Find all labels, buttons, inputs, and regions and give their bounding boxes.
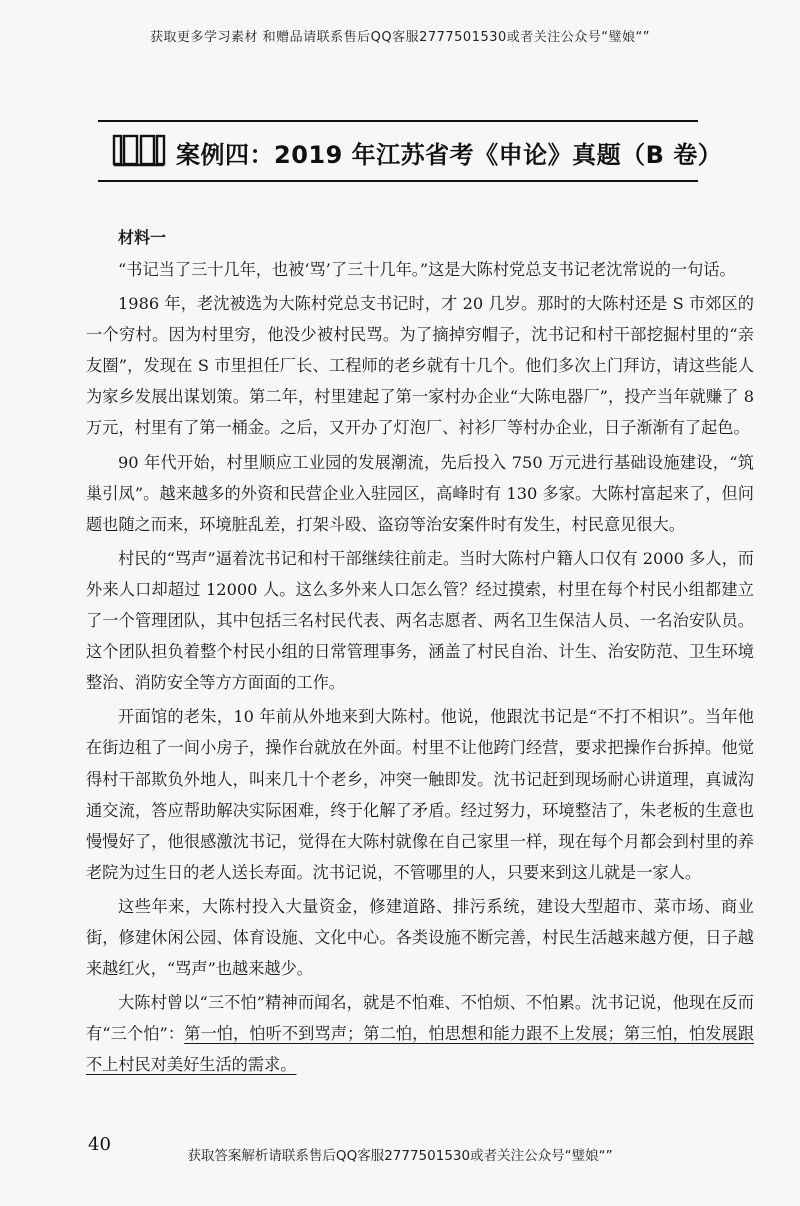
paragraph-7 [86, 987, 754, 1080]
chapter-title-bar [112, 132, 723, 172]
document-body [86, 222, 754, 1083]
chapter-title: 案例四：2019 年江苏省考《申论》真题（B 卷） [176, 140, 723, 169]
paragraph-3: 90 年代开始，村里顺应工业园的发展潮流，先后投入 750 万元进行基础设施建设，“筑巢引凤”。越来越多的外资和民营企业入驻园区，高峰时有 130 多家。大陈村富起来了，但问题也随之而来，环境脏乱差，打架斗殴、盗窃等治安案件时有发生，村民意见很大。 [86, 452, 754, 534]
paragraph-5: 开面馆的老朱，10 年前从外地来到大陈村。他说，他跟沈书记是“不打不相识”。当年他在街边租了一间小房子，操作台就放在外面。村里不让他跨门经营，要求把操作台拆掉。他觉得村干部欺负外地人，叫来几十个老乡，冲突一触即发。沈书记赶到现场耐心讲道理，真诚沟通交流，答应帮助解决实际困难，终于化解了矛盾。经过努力，环境整洁了，朱老板的生意也慢慢好了，他很感激沈书记，觉得在大陈村就像在自己家里一样，现在每个月都会到村里的养老院为过生日的老人送长寿面。沈书记说，不管哪里的人，只要来到这儿就是一家人。 [86, 707, 754, 882]
underlined-three-fears: 第一怕，怕听不到骂声；第二怕，怕思想和能力跟不上发展；第三怕，怕发展跟不上村民对美好生活的需求。 [86, 1024, 754, 1075]
book-icon [112, 132, 176, 172]
paragraph-7-text: 大陈村曾以“三不怕”精神而闻名，就是不怕难、不怕烦、不怕累。沈书记说，他现在反而有“三个怕”： [86, 993, 754, 1044]
top-watermark: 获取更多学习素材 和赠品请联系售后QQ客服2777501530或者关注公众号“璧娘“” [149, 30, 650, 45]
paragraph-4: 村民的“骂声”逼着沈书记和村干部继续往前走。当时大陈村户籍人口仅有 2000 多人，而外来人口却超过 12000 人。这么多外来人口怎么管？经过摸索，村里在每个村民小组都建立了一个管理团队，其中包括三名村民代表、两名志愿者、两名卫生保洁人员、一名治安队员。这个团队担负着整个村民小组的日常管理事务，涵盖了村民自治、计生、治安防范、卫生环境整治、消防安全等方方面面的工作。 [86, 548, 754, 693]
bottom-watermark: 获取答案解析请联系售后QQ客服2777501530或者关注公众号“璧娘“” [187, 1148, 613, 1164]
section-heading: 材料一 [118, 228, 167, 247]
page-number: 40 [88, 1134, 111, 1155]
paragraph-2: 1986 年，老沈被选为大陈村党总支书记时，才 20 几岁。那时的大陈村还是 S 市郊区的一个穷村。因为村里穷，他没少被村民骂。为了摘掉穷帽子，沈书记和村干部挖掘村里的“亲友圈”，发现在 S 市里担任厂长、工程师的老乡就有十几个。他们多次上门拜访，请这些能人为家乡发展出谋划策。第二年，村里建起了第一家村办企业“大陈电器厂”，投产当年就赚了 8 万元，村里有了第一桶金。之后，又开办了灯泡厂、衬衫厂等村办企业，日子渐渐有了起色。 [86, 294, 754, 438]
title-bottom-rule [98, 180, 698, 182]
title-top-rule [98, 120, 698, 122]
paragraph-6: 这些年来，大陈村投入大量资金，修建道路、排污系统，建设大型超市、菜市场、商业街，修建休闲公园、体育设施、文化中心。各类设施不断完善，村民生活越来越方便，日子越来越红火，“骂声”也越来越少。 [86, 896, 754, 979]
paragraph-1: “书记当了三十几年，也被‘骂’了三十几年。”这是大陈村党总支书记老沈常说的一句话。 [118, 260, 736, 279]
